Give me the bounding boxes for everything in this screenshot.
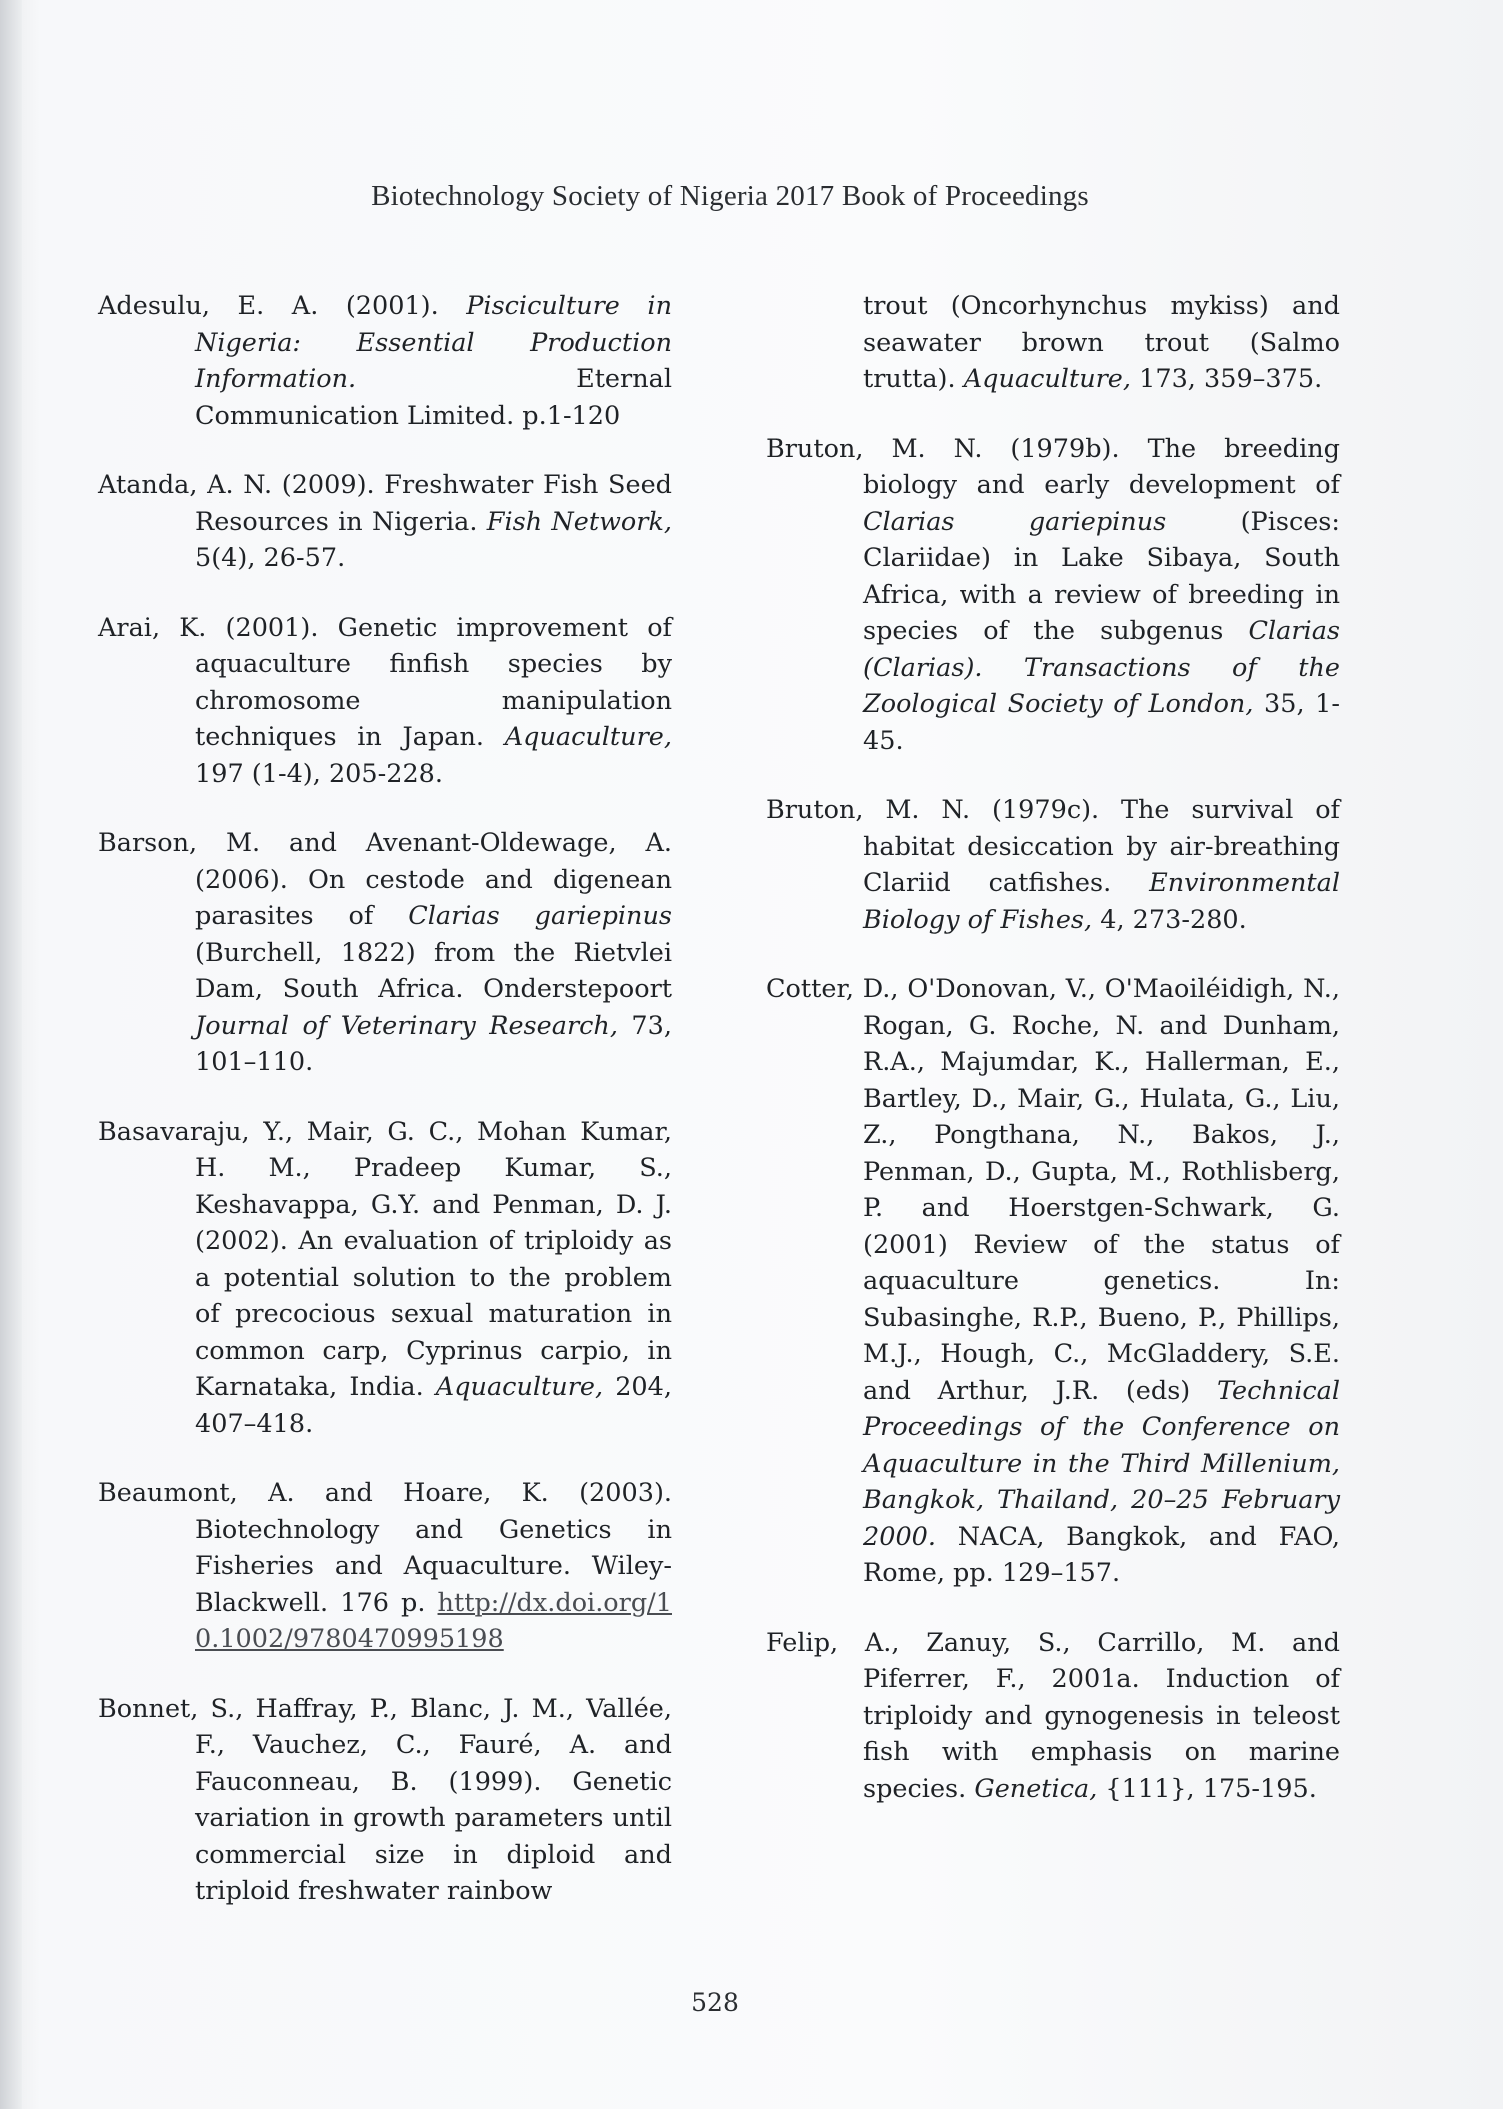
right-column [766,288,1340,1840]
ref-title: Fish Network, [486,506,673,537]
ref-title: Environmental Biology of Fishes, [863,868,1340,935]
ref-text: 197 (1-4), 205-228. [195,758,444,789]
ref-text: Atanda, A. N. (2009). Freshwater Fish Seed Resources in Nigeria. [98,470,672,537]
page-binding-edge [0,0,22,2109]
reference-felip [766,1625,1340,1808]
left-column [98,288,672,1943]
ref-title: Clarias (Clarias). Transactions of the Zoological Society of London, [863,616,1340,719]
reference-cotter [766,971,1340,1592]
reference-basavaraju [98,1114,672,1443]
ref-text: Beaumont, A. and Hoare, K. (2003). Biotechnology and Genetics in Fisheries and Aquaculture. Wiley-Blackwell. 176 p. [98,1478,672,1618]
reference-bruton-1979c [766,792,1340,938]
ref-text: Cotter, D., O'Donovan, V., O'Maoiléidigh, N., Rogan, G. Roche, N. and Dunham, R.A., Majumdar, K., Hallerman, E., Bartley, D., Mair, G., Hulata, G., Liu, Z., Pongthana, N., Bakos, J., Penman, D., Gupta, M., Rothlisberg, P. and Hoerstgen-Schwark, G. (2001) Review of the status of aquaculture genetics. In: Subasinghe, R.P., Bueno, P., Phillips, M.J., Hough, C., McGladdery, S.E. and Arthur, J.R. (eds) [766,974,1340,1406]
doi-link[interactable]: http://dx.doi.org/10.1002/9780470995198 [195,1587,672,1654]
ref-text: Arai, K. (2001). Genetic improvement of aquaculture finfish species by chromosome manipulation techniques in Japan. [98,612,672,752]
ref-text: Felip, A., Zanuy, S., Carrillo, M. and Piferrer, F., 2001a. Induction of triploidy and gynogenesis in teleost fish with emphasis on marine species. [766,1627,1340,1804]
ref-text: Bruton, M. N. (1979c). The survival of habitat desiccation by air-breathing Clariid catfishes. [766,795,1340,898]
ref-text: Basavaraju, Y., Mair, G. C., Mohan Kumar, H. M., Pradeep Kumar, S., Keshavappa, G.Y. and Penman, D. J. (2002). An evaluation of triploidy as a potential solution to the problem of precocious sexual maturation in common carp, Cyprinus carpio, in Karnataka, India. [98,1116,672,1402]
ref-text: (Pisces: Clariidae) in Lake Sibaya, South Africa, with a review of breeding in species of the subgenus [863,506,1340,646]
ref-text: 5(4), 26-57. [195,543,346,573]
ref-title: Clarias gariepinus [863,506,1167,537]
ref-title: Aquaculture, [435,1372,604,1402]
ref-title: Genetica, [974,1773,1098,1804]
ref-text: {111}, 175-195. [1097,1773,1317,1804]
ref-title: Aquaculture, [963,364,1132,394]
ref-title: Clarias gariepinus [408,901,672,931]
reference-adesulu [98,288,672,434]
ref-title: Aquaculture, [504,722,672,752]
ref-text: NACA, Bangkok, and FAO, Rome, pp. 129–157. [863,1521,1340,1588]
ref-text: Barson, M. and Avenant-Oldewage, A. (2006). On cestode and digenean parasites of [98,828,672,931]
ref-title: Technical Proceedings of the Conference on Aquaculture in the Third Millenium, Bangkok, Thailand, 20–25 February 2000. [863,1375,1340,1552]
ref-text: Eternal Communication Limited. p.1-120 [195,364,672,431]
running-head: Biotechnology Society of Nigeria 2017 Book of Proceedings [371,180,1089,212]
ref-text: 204, 407–418. [195,1372,672,1439]
ref-text: 73, 101–110. [195,1010,672,1077]
reference-atanda [98,467,672,577]
reference-beaumont [98,1475,672,1658]
reference-arai [98,610,672,793]
ref-text: Adesulu, E. A. (2001). [98,291,467,321]
ref-text: (Burchell, 1822) from the Rietvlei Dam, South Africa. Onderstepoort [195,937,672,1004]
ref-text: trout (Oncorhynchus mykiss) and seawater brown trout (Salmo trutta). [863,291,1340,394]
ref-text: Bonnet, S., Haffray, P., Blanc, J. M., Vallée, F., Vauchez, C., Fauré, A. and Fauconneau, B. (1999). Genetic variation in growth parameters until commercial size in diploid and triploid freshwater rainbow [98,1693,672,1906]
ref-text: 173, 359–375. [1131,364,1323,394]
page-number: 528 [691,1988,739,2017]
ref-text: Bruton, M. N. (1979b). The breeding biology and early development of [766,433,1340,500]
reference-bonnet-continued [766,288,1340,398]
ref-text: 4, 273-280. [1092,904,1247,935]
reference-bonnet [98,1691,672,1910]
ref-title: Pisciculture in Nigeria: Essential Production Information. [195,291,672,394]
ref-title: Journal of Veterinary Research, [195,1010,618,1041]
ref-text: 35, 1-45. [863,689,1340,756]
reference-bruton-1979b [766,431,1340,760]
reference-barson [98,825,672,1081]
